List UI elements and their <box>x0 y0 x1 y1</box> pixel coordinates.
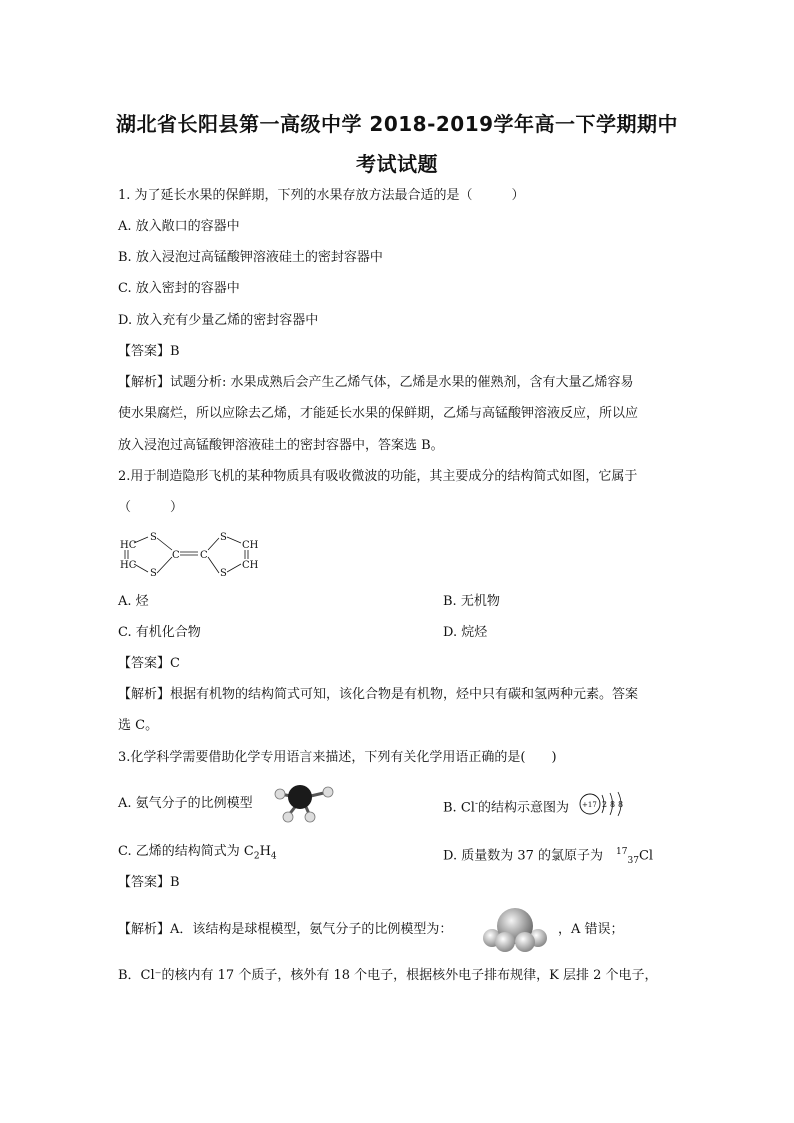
q1-analysis-line2: 使水果腐烂，所以应除去乙烯，才能延长水果的保鲜期，乙烯与高锰酸钾溶液反应，所以应 <box>118 406 639 421</box>
q3-option-c <box>118 844 418 865</box>
q2-option-d: D. 烷烃 <box>443 625 488 640</box>
q3-option-b-charge: - <box>474 799 478 809</box>
q3-option-b <box>443 796 569 816</box>
q1-option-a: A. 放入敞口的容器中 <box>118 219 240 234</box>
q3-answer: 【答案】B <box>118 875 180 890</box>
q3-option-c-prefix: C. 乙烯的结构简式为 C <box>118 844 254 859</box>
struct-label-s4: S <box>220 568 227 579</box>
q3-option-c-sub2: 4 <box>270 851 277 862</box>
q3-option-d <box>443 844 653 869</box>
q2-option-c: C. 有机化合物 <box>118 625 201 640</box>
struct-label-s1: S <box>150 532 157 543</box>
cl-shell-2: 8 <box>610 800 616 809</box>
document-title-line1: 湖北省长阳县第一高级中学 2018-2019学年高一下学期期中 <box>115 112 679 136</box>
q1-stem: 1. 为了延长水果的保鲜期，下列的水果存放方法最合适的是（ ） <box>118 188 525 203</box>
q3-option-d-iso: 17 <box>616 847 628 857</box>
q1-option-d: D. 放入充有少量乙烯的密封容器中 <box>118 313 319 328</box>
q2-option-b: B. 无机物 <box>443 594 500 609</box>
cl-shell-1: 2 <box>602 800 608 809</box>
chloride-ion-structure-diagram <box>578 789 628 819</box>
q3-option-b-prefix: B. Cl <box>443 800 475 816</box>
q3-option-c-h: H <box>259 844 271 859</box>
document-title-line2: 考试试题 <box>356 152 438 176</box>
q1-analysis-line3: 放入浸泡过高锰酸钾溶液硅土的密封容器中，答案选 B。 <box>118 438 444 453</box>
ammonia-ball-stick-model <box>268 780 336 824</box>
tetrathiafulvalene-structure <box>118 528 278 584</box>
q3-stem: 3.化学科学需要借助化学专用语言来描述，下列有关化学用语正确的是( ) <box>118 750 557 765</box>
struct-label-s3: S <box>220 532 227 543</box>
struct-label-s2: S <box>150 568 157 579</box>
cl-nucleus-label: +17 <box>582 801 597 809</box>
q3-option-b-suffix: 的结构示意图为 <box>477 800 569 816</box>
ammonia-space-filling-model <box>480 906 550 954</box>
q3-option-c-sub1: 2 <box>253 851 260 862</box>
q3-option-d-element: Cl <box>638 848 654 864</box>
q2-stem-line1: 2.用于制造隐形飞机的某种物质具有吸收微波的功能，其主要成分的结构简式如图，它属于 <box>118 469 638 484</box>
q2-option-a: A. 烃 <box>118 594 149 609</box>
struct-label-hc-bottom: HC <box>120 560 137 571</box>
q2-answer: 【答案】C <box>118 656 180 671</box>
q1-answer: 【答案】B <box>118 344 180 359</box>
struct-label-ch-bottom: CH <box>242 560 259 571</box>
q2-analysis-line1: 【解析】根据有机物的结构简式可知，该化合物是有机物，烃中只有碳和氢两种元素。答案 <box>118 687 639 702</box>
q3-analysis-b: B．Cl⁻的核内有 17 个质子，核外有 18 个电子，根据核外电子排布规律，K 层排 2 个电子， <box>118 968 658 983</box>
q1-option-c: C. 放入密封的容器中 <box>118 281 240 296</box>
q3-option-a: A. 氨气分子的比例模型 <box>118 796 253 811</box>
struct-label-c2: C <box>200 550 208 561</box>
q1-analysis-line1: 【解析】试题分析: 水果成熟后会产生乙烯气体，乙烯是水果的催熟剂，含有大量乙烯容易 <box>118 375 634 390</box>
q3-option-d-prefix: D. 质量数为 37 的氯原子为 <box>443 848 604 864</box>
q3-analysis-a-prefix: 【解析】A．该结构是球棍模型，氨气分子的比例模型为： <box>118 922 453 937</box>
q2-analysis-line2: 选 C。 <box>118 718 159 733</box>
q3-option-d-iso2: 37 <box>627 855 639 866</box>
q2-stem-line2: （ ） <box>118 500 184 515</box>
struct-label-ch-top: CH <box>242 540 259 551</box>
q1-option-b: B. 放入浸泡过高锰酸钾溶液硅土的密封容器中 <box>118 250 383 265</box>
struct-label-c1: C <box>172 550 180 561</box>
cl-shell-3: 8 <box>618 800 624 809</box>
q3-analysis-a-suffix: ，A 错误； <box>558 922 624 937</box>
struct-label-hc-top: HC <box>120 540 137 551</box>
